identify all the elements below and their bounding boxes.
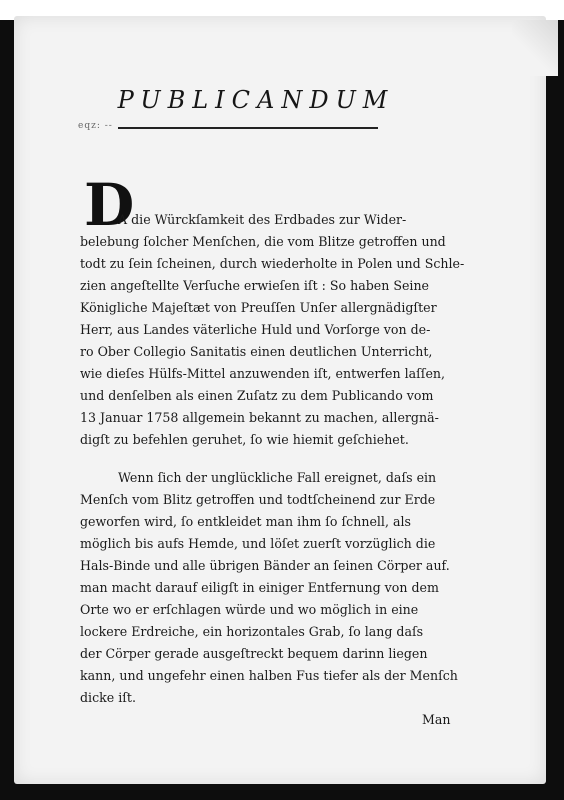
paragraph1-line: todt zu ſein ſcheinen, durch wiederholte in Polen und Schle-	[80, 256, 465, 271]
paragraph1-line: A die Würckſamkeit des Erdbades zur Wider-	[118, 212, 407, 227]
paragraph2-line: kann, und ungefehr einen halben Fus tiefer als der Menſch	[80, 668, 458, 683]
paragraph2-line: geworfen wird, ſo entkleidet man ihm ſo ſchnell, als	[80, 514, 411, 529]
paragraph2-line: der Cörper gerade ausgeſtreckt bequem darinn liegen	[80, 646, 428, 661]
paragraph1-line: 13 Januar 1758 allgemein bekannt zu machen, allergnä-	[80, 410, 439, 425]
paragraph2-line: dicke iſt.	[80, 690, 136, 705]
paragraph2-line: möglich bis aufs Hemde, und löſet zuerſt vorzüglich die	[80, 536, 436, 551]
document-title: PUBLICANDUM	[117, 86, 395, 114]
paragraph2-line: man macht darauf eiligſt in einiger Entfernung von dem	[80, 580, 439, 595]
paragraph2-line: lockere Erdreiche, ein horizontales Grab, ſo lang daſs	[80, 624, 424, 639]
paragraph1-line: digſt zu befehlen geruhet, ſo wie hiemit geſchiehet.	[80, 432, 409, 447]
drop-cap: D	[84, 171, 135, 239]
paragraph1-line: zien angeſtellte Verſuche erwieſen iſt : So haben Seine	[80, 278, 430, 293]
paragraph2-line: Orte wo er erſchlagen würde und wo möglich in eine	[80, 602, 419, 617]
paragraph2-line: Menſch vom Blitz getroffen und todtſcheinend zur Erde	[80, 492, 436, 507]
page-curl	[512, 20, 558, 76]
paragraph1-line: wie dieſes Hülfs-Mittel anzuwenden iſt, entwerfen laſſen,	[80, 366, 446, 381]
paragraph1-line: belebung ſolcher Menſchen, die vom Blitze getroffen und	[80, 234, 446, 249]
paragraph2-line: Hals-Binde und alle übrigen Bänder an ſeinen Cörper auf.	[80, 558, 450, 573]
paragraph1-line: und denſelben als einen Zuſatz zu dem Publicando vom	[80, 388, 434, 403]
paragraph2-line: Wenn ſich der unglückliche Fall ereignet, daſs ein	[118, 470, 437, 485]
title-rule	[118, 127, 378, 129]
paragraph1-line: Herr, aus Landes väterliche Huld und Vorſorge von de-	[80, 322, 431, 337]
rule-mark: eqz: --	[78, 121, 113, 131]
catchword: Man	[422, 712, 451, 727]
paragraph1-line: ro Ober Collegio Sanitatis einen deutlichen Unterricht,	[80, 344, 433, 359]
paragraph1-line: Königliche Majeſtæt von Preuſſen Unſer allergnädigſter	[80, 300, 437, 315]
